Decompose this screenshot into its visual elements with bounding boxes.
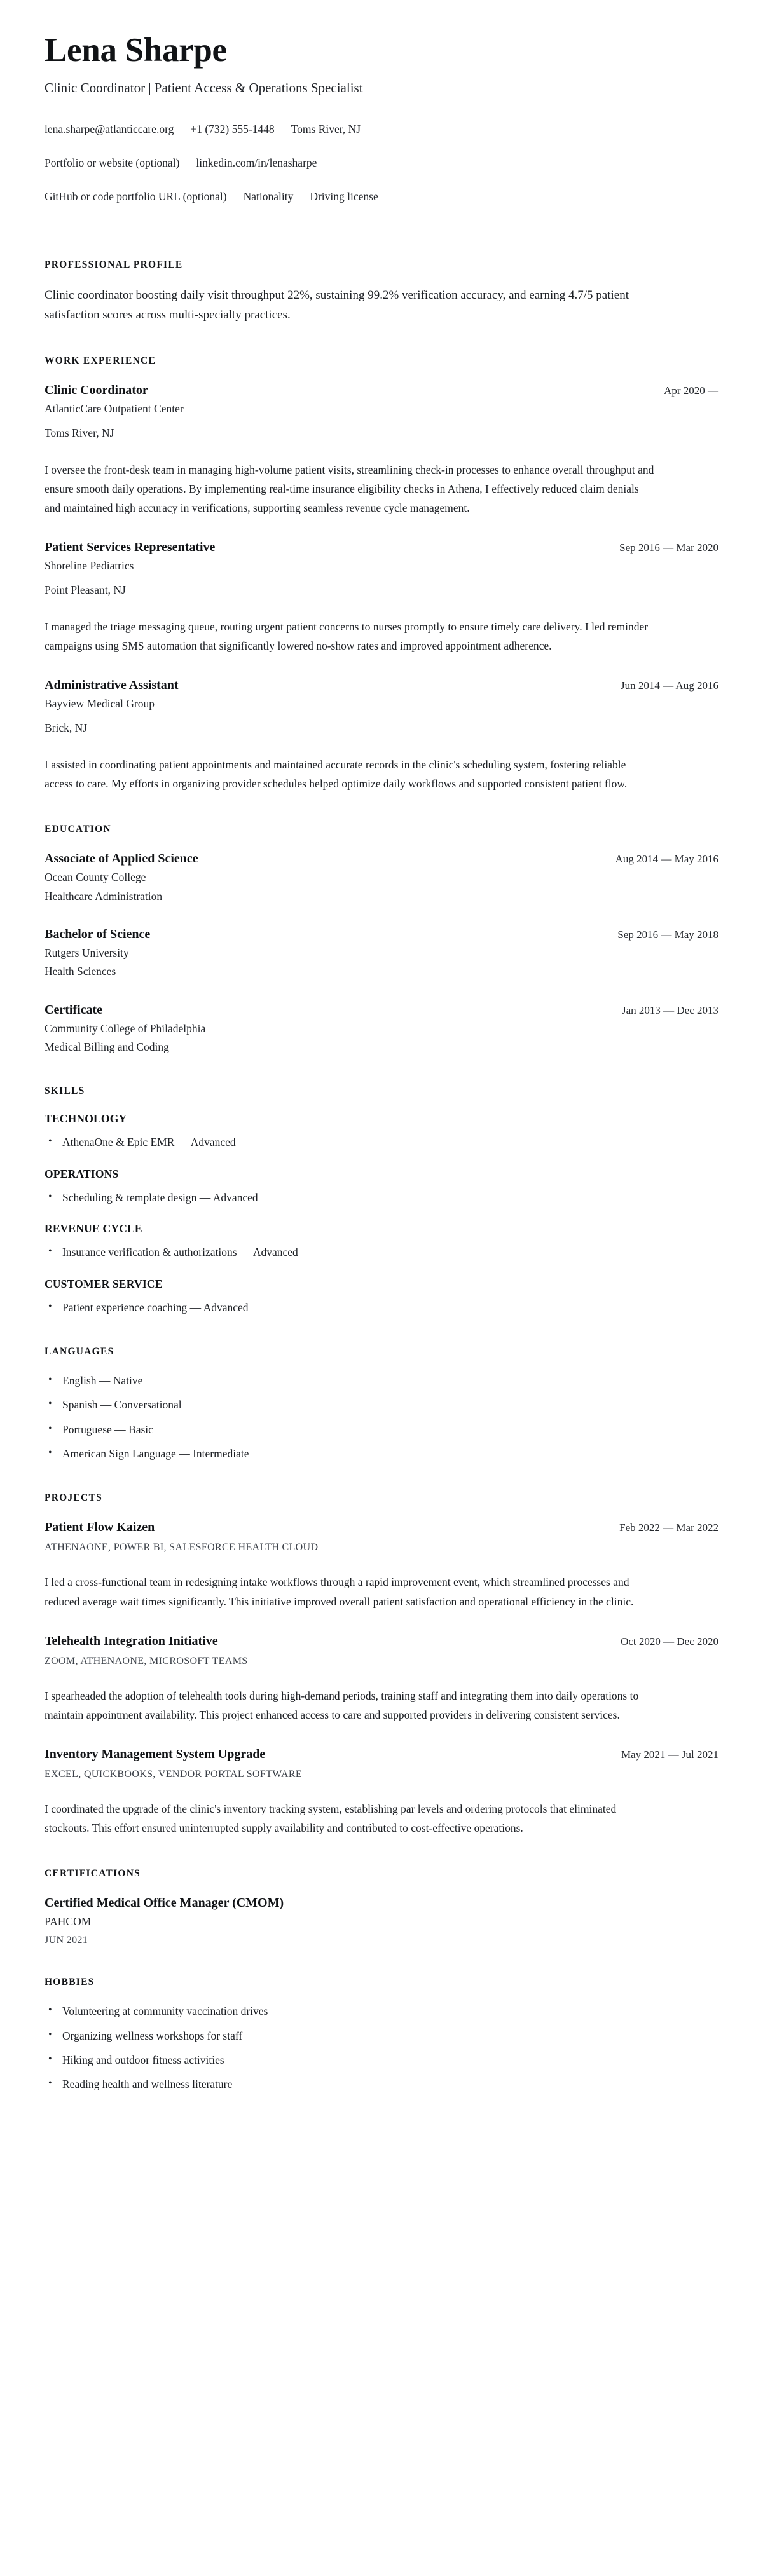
language-list [45, 1373, 718, 1462]
section-work-experience [45, 355, 718, 793]
education-entry [45, 850, 718, 904]
project-title: Telehealth Integration Initiative [45, 1633, 218, 1648]
work-job-title: Clinic Coordinator [45, 383, 148, 398]
section-title-certifications: CERTIFICATIONS [45, 1867, 141, 1879]
education-entry-header [45, 1002, 718, 1018]
education-date-range: Jan 2013 — Dec 2013 [621, 1004, 718, 1016]
skill-item: • Patient experience coaching — Advanced [45, 1300, 718, 1316]
project-title: Patient Flow Kaizen [45, 1520, 155, 1535]
work-date-range: Apr 2020 — [664, 385, 718, 397]
education-school: Community College of Philadelphia [45, 1021, 206, 1035]
education-date-range: Sep 2016 — May 2018 [617, 928, 718, 941]
certification-entry [45, 1895, 718, 1946]
project-date-range: Oct 2020 — Dec 2020 [621, 1635, 718, 1647]
hobby-item: • Volunteering at community vaccination drives [45, 2003, 718, 2019]
certification-date: JUN 2021 [45, 1935, 88, 1946]
work-location: Point Pleasant, NJ [45, 583, 126, 596]
section-projects [45, 1492, 718, 1837]
education-field: Health Sciences [45, 965, 116, 978]
candidate-headline: Clinic Coordinator | Patient Access & Operations Specialist [45, 79, 363, 95]
work-company: Shoreline Pediatrics [45, 559, 134, 573]
contact-row-primary [45, 121, 718, 137]
education-field: Medical Billing and Coding [45, 1040, 169, 1054]
skill-group-title: CUSTOMER SERVICE [45, 1277, 163, 1290]
work-location: Brick, NJ [45, 721, 88, 734]
section-skills [45, 1086, 718, 1316]
skill-group-customer-service [45, 1278, 718, 1316]
contact-linkedin[interactable]: linkedin.com/in/lenasharpe [196, 156, 317, 170]
work-date-range: Jun 2014 — Aug 2016 [621, 679, 718, 692]
language-item: • American Sign Language — Intermediate [45, 1446, 718, 1462]
work-entry [45, 539, 718, 655]
skill-list [45, 1135, 718, 1150]
resume-header [45, 0, 718, 205]
section-title-projects: PROJECTS [45, 1492, 102, 1504]
work-job-title: Administrative Assistant [45, 678, 179, 693]
spacer [45, 1462, 718, 1492]
skill-group-title: OPERATIONS [45, 1167, 119, 1180]
section-title-skills: SKILLS [45, 1086, 85, 1097]
certification-title: Certified Medical Office Manager (CMOM) [45, 1895, 284, 1910]
project-title: Inventory Management System Upgrade [45, 1747, 266, 1761]
hobby-item: • Reading health and wellness literature [45, 2076, 718, 2092]
hobby-item: • Organizing wellness workshops for staff [45, 2028, 718, 2044]
skill-group-technology [45, 1112, 718, 1150]
language-item: • English — Native [45, 1373, 718, 1389]
section-education [45, 824, 718, 1055]
section-title-professional-profile: PROFESSIONAL PROFILE [45, 259, 183, 270]
section-certifications [45, 1868, 718, 1946]
language-item: • Portuguese — Basic [45, 1422, 718, 1438]
skill-item: • Insurance verification & authorizations — Advanced [45, 1244, 718, 1260]
contact-driving-license-placeholder[interactable]: Driving license [310, 190, 378, 203]
skill-group-title: REVENUE CYCLE [45, 1222, 142, 1236]
education-degree: Certificate [45, 1002, 103, 1017]
section-title-education: EDUCATION [45, 824, 111, 835]
education-degree: Bachelor of Science [45, 927, 151, 941]
section-title-languages: LANGUAGES [45, 1346, 114, 1357]
education-entry-header [45, 850, 718, 867]
skill-group-revenue-cycle [45, 1222, 718, 1260]
education-entry [45, 926, 718, 980]
project-entry-header [45, 1746, 718, 1762]
skill-group-operations [45, 1168, 718, 1206]
project-tech-stack: EXCEL, QUICKBOOKS, VENDOR PORTAL SOFTWARE [45, 1768, 303, 1780]
spacer [45, 1946, 718, 1977]
work-entry [45, 677, 718, 793]
work-entry-header [45, 382, 718, 399]
work-entry [45, 382, 718, 517]
certification-issuer: PAHCOM [45, 1914, 92, 1928]
language-item: • Spanish — Conversational [45, 1397, 718, 1413]
work-company: Bayview Medical Group [45, 697, 155, 711]
contact-github-placeholder[interactable]: GitHub or code portfolio URL (optional) [45, 190, 227, 203]
spacer [45, 1837, 718, 1868]
contact-email[interactable]: lena.sharpe@atlanticcare.org [45, 122, 174, 135]
project-date-range: Feb 2022 — Mar 2022 [619, 1522, 718, 1534]
contact-portfolio-placeholder[interactable]: Portfolio or website (optional) [45, 156, 180, 170]
hobby-item: • Hiking and outdoor fitness activities [45, 2052, 718, 2068]
education-degree: Associate of Applied Science [45, 852, 198, 866]
skill-item: • AthenaOne & Epic EMR — Advanced [45, 1135, 718, 1150]
profile-summary-text: Clinic coordinator boosting daily visit throughput 22%, sustaining 99.2% verification accuracy, and earning 4.7/5 patient satisfaction scores across multi-specialty practices. [45, 288, 629, 322]
work-company: AtlanticCare Outpatient Center [45, 402, 184, 416]
project-entry-header [45, 1519, 718, 1536]
candidate-name: Lena Sharpe [45, 32, 227, 69]
work-description: I oversee the front-desk team in managing high-volume patient visits, streamlining check-in processes to enhance overall throughput and ensure smooth daily operations. By implementing real-time insurance eligibility checks in Athena, I effectively reduced claim denials and maintained high accuracy in verifications, supporting seamless revenue cycle management. [45, 463, 654, 515]
project-date-range: May 2021 — Jul 2021 [621, 1748, 718, 1761]
spacer [45, 1055, 718, 1086]
project-entry [45, 1746, 718, 1837]
skill-item: • Scheduling & template design — Advanced [45, 1190, 718, 1206]
hobby-list [45, 2003, 718, 2093]
project-description: I led a cross-functional team in redesigning intake workflows through a rapid improvement event, which streamlined processes and reduced average wait times significantly. This initiative improved overall patient satisfaction and operational efficiency in the clinic. [45, 1576, 634, 1608]
contact-phone[interactable]: +1 (732) 555-1448 [190, 122, 275, 135]
project-tech-stack: ZOOM, ATHENAONE, MICROSOFT TEAMS [45, 1655, 248, 1666]
skill-group-title: TECHNOLOGY [45, 1112, 127, 1126]
education-entry-header [45, 926, 718, 943]
skill-list [45, 1244, 718, 1260]
work-entry-header [45, 677, 718, 693]
skill-list [45, 1300, 718, 1316]
education-field: Healthcare Administration [45, 889, 163, 903]
project-entry [45, 1519, 718, 1611]
contact-row-extra [45, 188, 718, 205]
section-professional-profile [45, 259, 718, 325]
education-entry [45, 1002, 718, 1056]
skill-list [45, 1190, 718, 1206]
project-tech-stack: ATHENAONE, POWER BI, SALESFORCE HEALTH CLOUD [45, 1542, 319, 1553]
project-entry-header [45, 1633, 718, 1649]
contact-location: Toms River, NJ [291, 122, 361, 135]
education-date-range: Aug 2014 — May 2016 [615, 853, 718, 866]
education-school: Rutgers University [45, 946, 129, 959]
education-school: Ocean County College [45, 871, 146, 884]
contact-row-links [45, 154, 718, 171]
section-languages [45, 1346, 718, 1462]
project-description: I coordinated the upgrade of the clinic's inventory tracking system, establishing par levels and ordering protocols that eliminated stockouts. This effort ensured uninterrupted supply availability and contributed to cost-effective operations. [45, 1802, 617, 1834]
work-entry-header [45, 539, 718, 555]
project-entry [45, 1633, 718, 1724]
work-location: Toms River, NJ [45, 426, 114, 439]
contact-nationality-placeholder[interactable]: Nationality [243, 190, 294, 203]
project-description: I spearheaded the adoption of telehealth tools during high-demand periods, training staff and integrating them into daily operations to maintain appointment availability. This project enhanced access to care and supported providers in delivering consistent services. [45, 1689, 639, 1721]
work-job-title: Patient Services Representative [45, 540, 216, 555]
section-hobbies [45, 1977, 718, 2093]
spacer [45, 325, 718, 355]
section-title-hobbies: HOBBIES [45, 1977, 95, 1988]
work-description: I managed the triage messaging queue, routing urgent patient concerns to nurses promptly to ensure timely care delivery. I led reminder campaigns using SMS automation that significantly lowered no-show rates and improved appointment adherence. [45, 620, 649, 653]
work-description: I assisted in coordinating patient appointments and maintained accurate records in the clinic's scheduling system, fostering reliable access to care. My efforts in organizing provider schedules helped optimize daily workflows and supported consistent patient flow. [45, 758, 628, 791]
spacer [45, 1316, 718, 1346]
spacer [45, 793, 718, 824]
section-title-work-experience: WORK EXPERIENCE [45, 355, 156, 367]
work-date-range: Sep 2016 — Mar 2020 [619, 542, 718, 554]
